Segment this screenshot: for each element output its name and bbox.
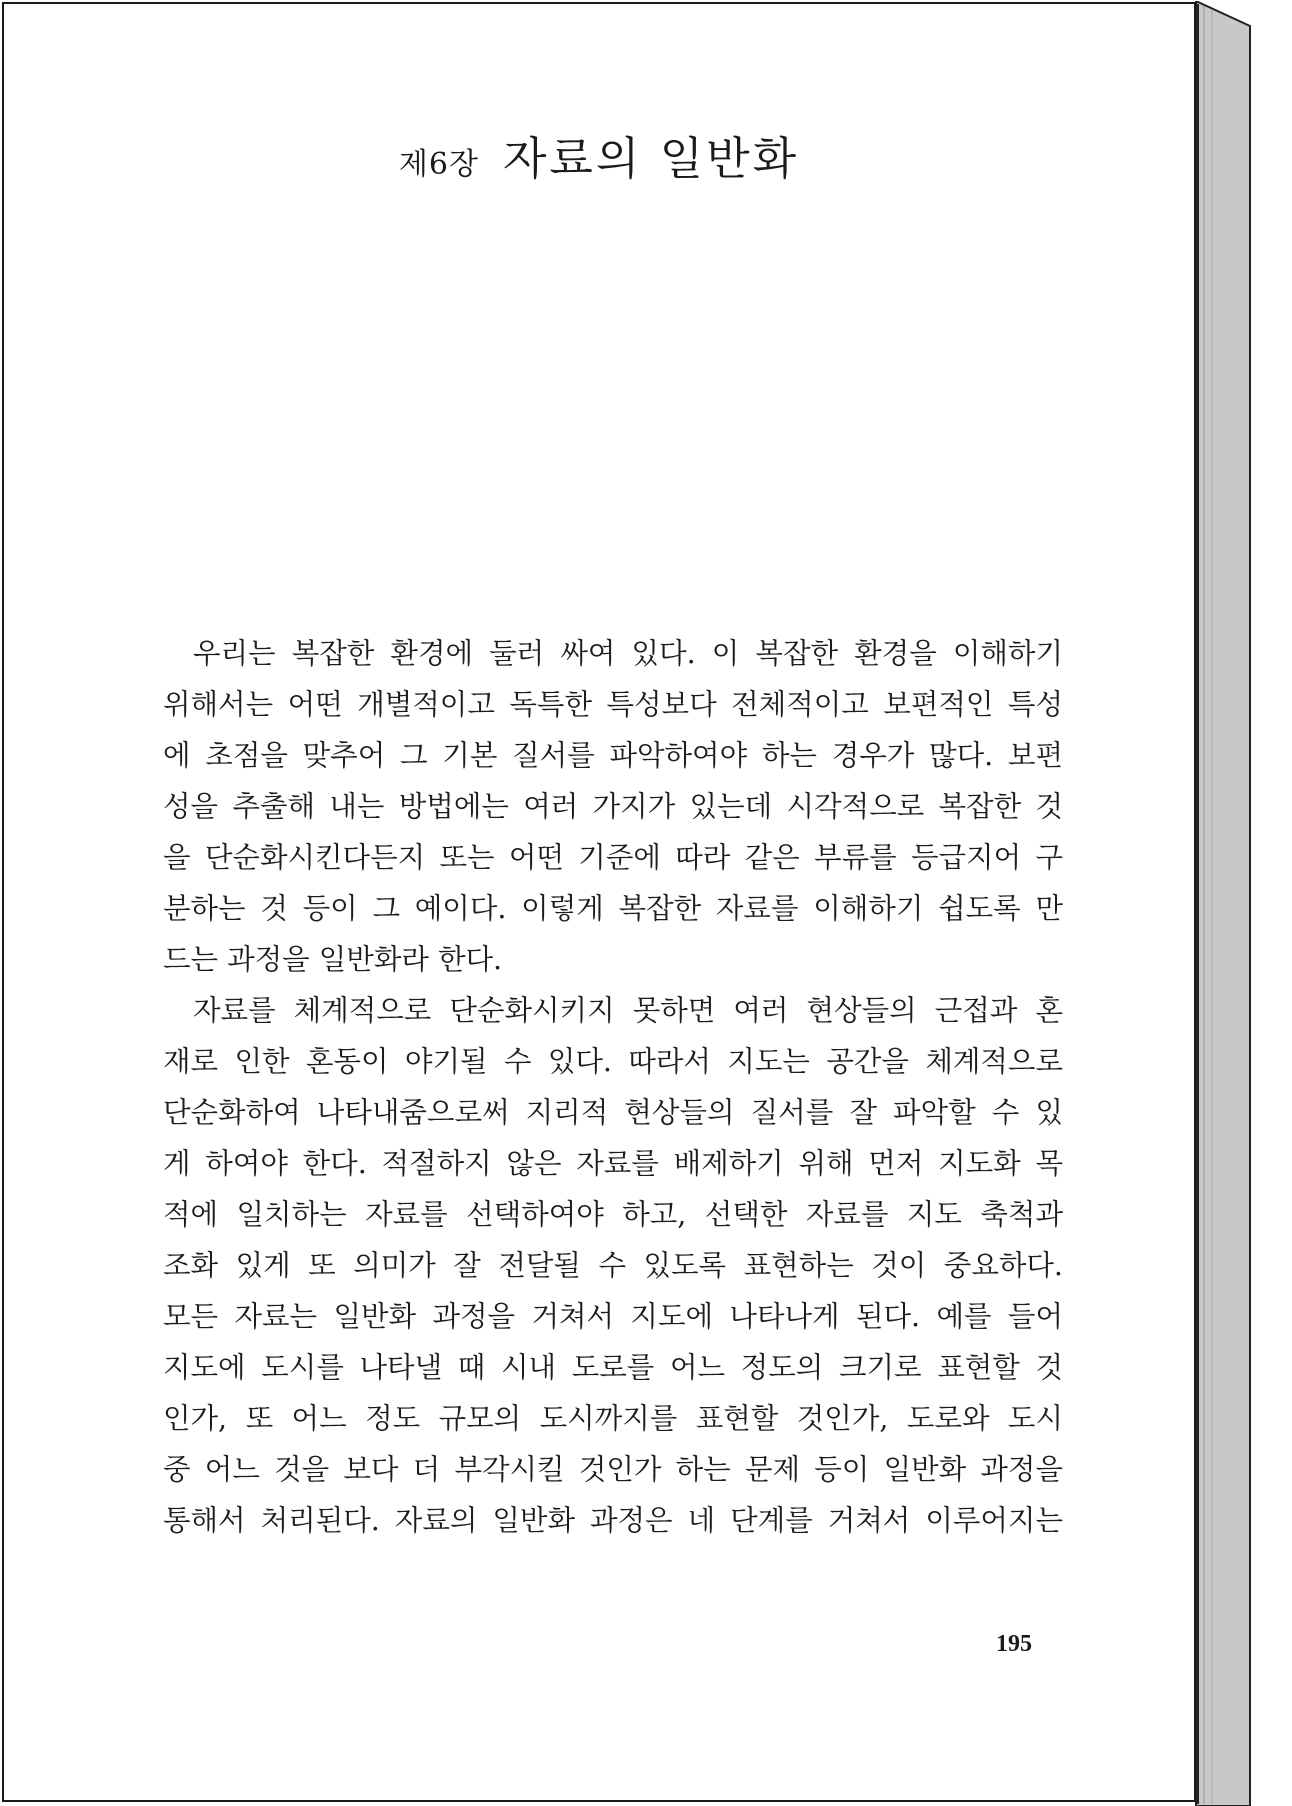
chapter-title: 자료의 일반화	[502, 132, 800, 185]
text-line: 재로 인한 혼동이 야기될 수 있다. 따라서 지도는 공간을 체계적으로	[163, 1045, 1063, 1078]
paragraph-2	[163, 985, 1063, 1546]
book-page	[2, 2, 1196, 1802]
text-line: 자료를 체계적으로 단순화시키지 못하면 여러 현상들의 근접과 혼	[193, 994, 1063, 1027]
text-line: 성을 추출해 내는 방법에는 여러 가지가 있는데 시각적으로 복잡한 것	[163, 790, 1063, 823]
text-line: 중 어느 것을 보다 더 부각시킬 것인가 하는 문제 등이 일반화 과정을	[163, 1453, 1063, 1486]
text-line: 에 초점을 맞추어 그 기본 질서를 파악하여야 하는 경우가 많다. 보편	[163, 739, 1063, 772]
text-line: 드는 과정을 일반화라 한다.	[163, 943, 503, 976]
text-line: 지도에 도시를 나타낼 때 시내 도로를 어느 정도의 크기로 표현할 것	[163, 1351, 1063, 1384]
text-line: 위해서는 어떤 개별적이고 독특한 특성보다 전체적이고 보편적인 특성	[163, 688, 1063, 721]
text-line: 통해서 처리된다. 자료의 일반화 과정은 네 단계를 거쳐서 이루어지는	[163, 1504, 1063, 1537]
text-line: 게 하여야 한다. 적절하지 않은 자료를 배제하기 위해 먼저 지도화 목	[163, 1147, 1063, 1180]
text-line: 우리는 복잡한 환경에 둘러 싸여 있다. 이 복잡한 환경을 이해하기	[193, 637, 1063, 670]
body-text	[163, 628, 1063, 1546]
text-line: 조화 있게 또 의미가 잘 전달될 수 있도록 표현하는 것이 중요하다.	[163, 1249, 1063, 1282]
text-line: 을 단순화시킨다든지 또는 어떤 기준에 따라 같은 부류를 등급지어 구	[163, 841, 1063, 874]
chapter-heading	[4, 122, 1194, 187]
page-number: 195	[996, 1631, 1032, 1657]
text-line: 적에 일치하는 자료를 선택하여야 하고, 선택한 자료를 지도 축척과	[163, 1198, 1063, 1231]
chapter-number: 제6장	[398, 147, 479, 182]
text-line: 단순화하여 나타내줌으로써 지리적 현상들의 질서를 잘 파악할 수 있	[163, 1096, 1063, 1129]
text-line: 인가, 또 어느 정도 규모의 도시까지를 표현할 것인가, 도로와 도시	[163, 1402, 1063, 1435]
text-line: 분하는 것 등이 그 예이다. 이렇게 복잡한 자료를 이해하기 쉽도록 만	[163, 892, 1063, 925]
text-line: 모든 자료는 일반화 과정을 거쳐서 지도에 나타나게 된다. 예를 들어	[163, 1300, 1063, 1333]
paragraph-1	[163, 628, 1063, 985]
